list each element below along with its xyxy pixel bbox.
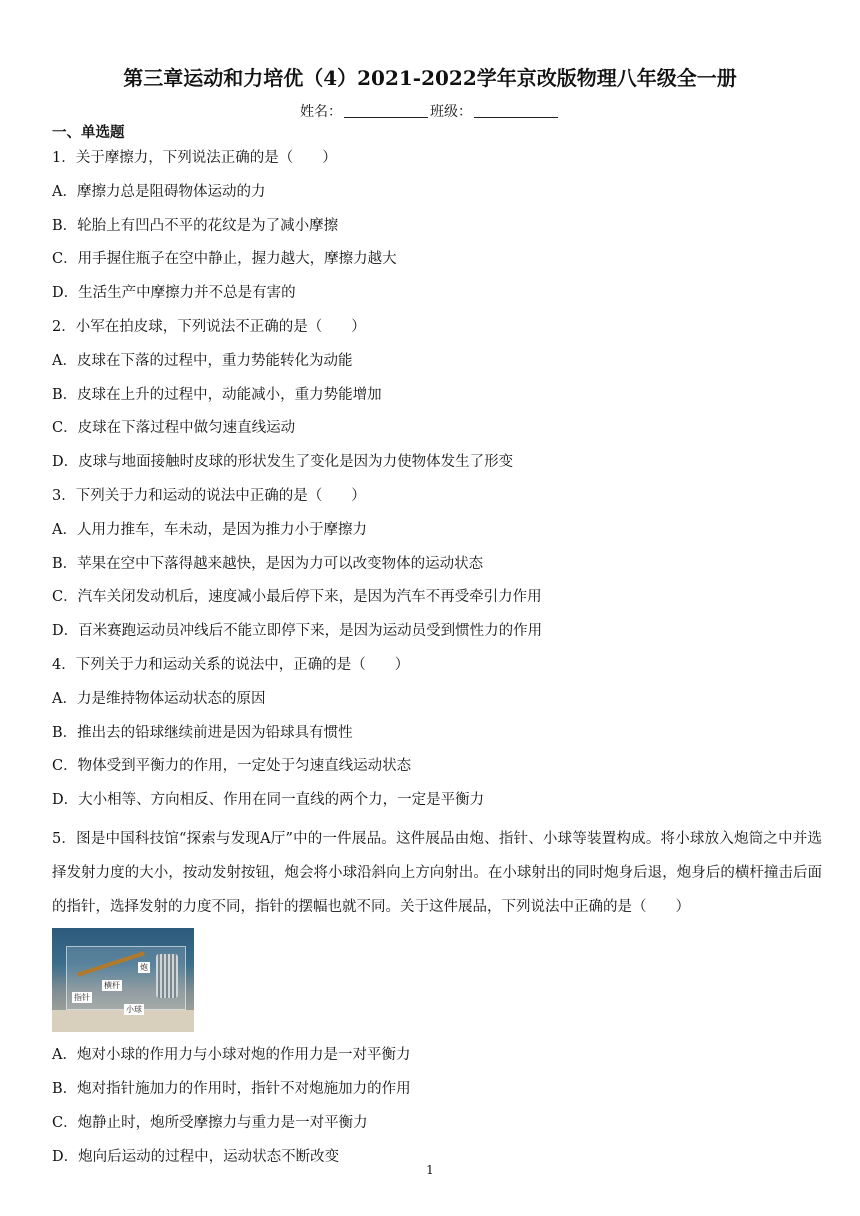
option-d: D．大小相等、方向相反、作用在同一直线的两个力，一定是平衡力 <box>52 792 485 809</box>
option-d: D．生活生产中摩擦力并不总是有害的 <box>52 285 296 302</box>
option-a: A．摩擦力总是阻碍物体运动的力 <box>52 183 266 200</box>
option-c: C．用手握住瓶子在空中静止，握力越大，摩擦力越大 <box>52 251 397 268</box>
name-label: 姓名： <box>300 104 342 120</box>
question-stem: 1．关于摩擦力，下列说法正确的是（ ） <box>52 150 337 166</box>
exhibit-photo <box>52 928 194 1032</box>
option-c: C．物体受到平衡力的作用，一定处于匀速直线运动状态 <box>52 758 412 775</box>
exhibit-coil <box>156 954 178 998</box>
class-label: 班级： <box>430 104 472 120</box>
figure-label-crossbar: 横杆 <box>104 981 120 991</box>
option-b: B．苹果在空中下落得越来越快，是因为力可以改变物体的运动状态 <box>52 555 484 572</box>
figure-label-ball: 小球 <box>126 1005 142 1015</box>
option-d: D．皮球与地面接触时皮球的形状发生了变化是因为力使物体发生了形变 <box>52 454 514 471</box>
option-c: C．汽车关闭发动机后，速度减小最后停下来，是因为汽车不再受牵引力作用 <box>52 589 542 606</box>
option-b: B．炮对指针施加力的作用时，指针不对炮施加力的作用 <box>52 1081 411 1098</box>
exhibit-base <box>52 1010 194 1032</box>
page-number: 1 <box>426 1163 434 1177</box>
question-2 <box>52 316 822 485</box>
name-blank[interactable] <box>344 103 428 118</box>
question-1 <box>52 147 822 316</box>
option-b: B．皮球在上升的过程中，动能减小，重力势能增加 <box>52 386 382 403</box>
student-info <box>0 101 860 121</box>
class-blank[interactable] <box>474 103 558 118</box>
question-list <box>52 147 822 1180</box>
option-c: C．炮静止时，炮所受摩擦力与重力是一对平衡力 <box>52 1114 368 1131</box>
question-stem: 2．小军在拍皮球，下列说法不正确的是（ ） <box>52 318 366 335</box>
option-a: A．力是维持物体运动状态的原因 <box>52 690 266 707</box>
question-stem: 3．下列关于力和运动的说法中正确的是（ ） <box>52 487 366 504</box>
figure-label-pointer: 指针 <box>74 993 90 1003</box>
question-3 <box>52 485 822 654</box>
figure-label-cannon: 炮 <box>140 963 148 973</box>
option-d: D．百米赛跑运动员冲线后不能立即停下来，是因为运动员受到惯性力的作用 <box>52 623 543 640</box>
question-5 <box>52 823 822 1180</box>
option-b: B．轮胎上有凹凸不平的花纹是为了减小摩擦 <box>52 217 339 234</box>
page-title: 第三章运动和力培优（4）2021-2022学年京改版物理八年级全一册 <box>123 66 737 90</box>
option-a: A．炮对小球的作用力与小球对炮的作用力是一对平衡力 <box>52 1047 411 1064</box>
question-stem: 5．图是中国科技馆“探索与发现A厅”中的一件展品。这件展品由炮、指针、小球等装置构成。将小球放入炮筒之中并选择发射力度的大小，按动发射按钮，炮会将小球沿斜向上方向射出。在小球射出的同时炮身后退，炮身后的横杆撞击后面的指针，选择发射的力度不同，指针的摆幅也就不同。关于这件展品，下列说法中正确的是（ ） <box>52 830 822 915</box>
option-c: C．皮球在下落过程中做匀速直线运动 <box>52 420 296 437</box>
option-a: A．人用力推车，车未动，是因为推力小于摩擦力 <box>52 521 367 538</box>
option-a: A．皮球在下落的过程中，重力势能转化为动能 <box>52 352 353 369</box>
option-b: B．推出去的铅球继续前进是因为铅球具有惯性 <box>52 724 353 741</box>
question-4 <box>52 654 822 823</box>
option-d: D．炮向后运动的过程中，运动状态不断改变 <box>52 1148 340 1165</box>
section-title: 一、单选题 <box>52 124 125 141</box>
question-stem: 4．下列关于力和运动关系的说法中，正确的是（ ） <box>52 656 410 673</box>
